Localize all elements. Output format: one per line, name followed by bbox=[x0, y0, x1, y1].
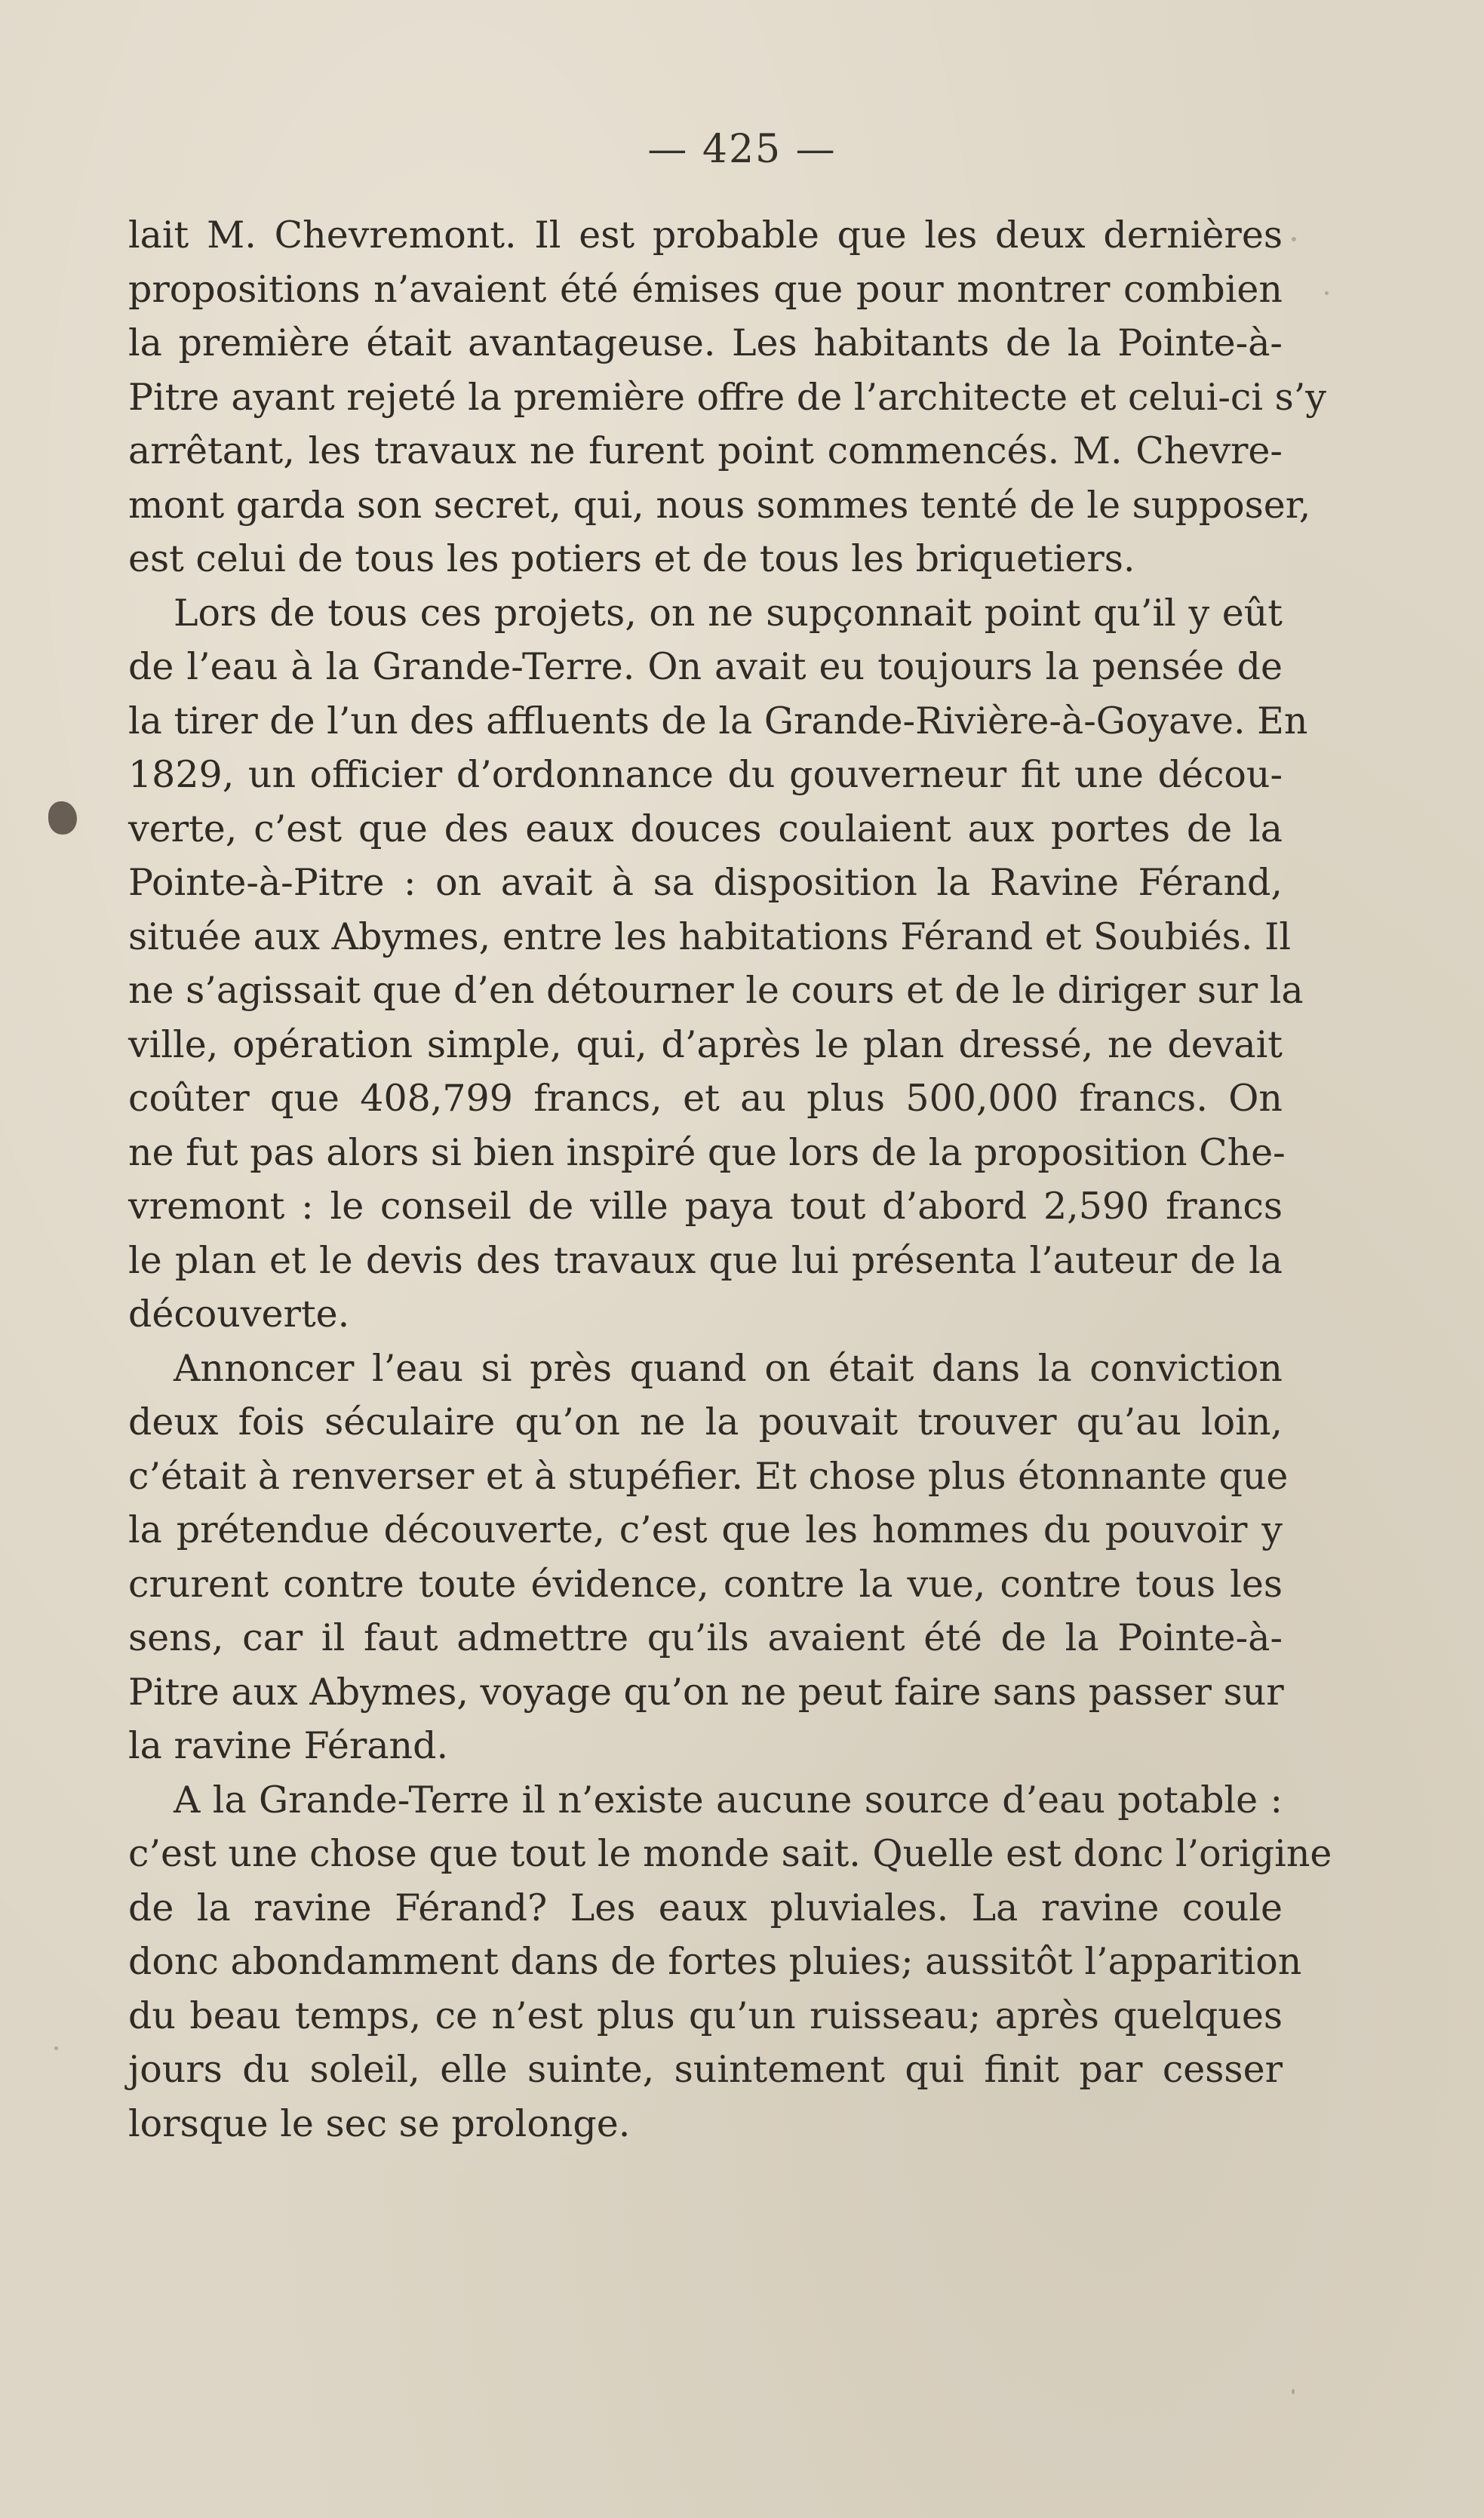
text-line: située aux Abymes, entre les habitations Férand et Soubiés. Il bbox=[128, 915, 1292, 958]
ink-blot bbox=[48, 801, 77, 835]
text-line: mont garda son secret, qui, nous sommes tenté de le supposer, bbox=[128, 483, 1311, 527]
text-line: vremont : le conseil de ville paya tout d’abord 2,590 francs bbox=[128, 1185, 1283, 1228]
text-line: Lors de tous ces projets, on ne supçonnait point qu’il y eût bbox=[174, 591, 1283, 635]
text-line: jours du soleil, elle suinte, suintement qui finit par cesser bbox=[128, 2048, 1283, 2091]
text-line: la tirer de l’un des affluents de la Grande-Rivière-à-Goyave. En bbox=[128, 699, 1308, 742]
page-number: — 425 — bbox=[647, 127, 837, 172]
text-line: de la ravine Férand? Les eaux pluviales. La ravine coule bbox=[128, 1886, 1283, 1929]
text-line: Pitre ayant rejeté la première offre de l’architecte et celui-ci s’y bbox=[128, 375, 1326, 419]
text-line: deux fois séculaire qu’on ne la pouvait trouver qu’au loin, bbox=[128, 1400, 1283, 1443]
text-line: est celui de tous les potiers et de tous les briquetiers. bbox=[128, 537, 1135, 580]
text-line: crurent contre toute évidence, contre la vue, contre tous les bbox=[128, 1562, 1283, 1606]
paper-speck bbox=[54, 2046, 58, 2050]
paper-speck bbox=[1292, 237, 1296, 241]
text-line: arrêtant, les travaux ne furent point commencés. M. Chevre- bbox=[128, 429, 1283, 472]
text-line: découverte. bbox=[128, 1293, 350, 1336]
text-line: c’est une chose que tout le monde sait. Quelle est donc l’origine bbox=[128, 1832, 1332, 1875]
text-line: ville, opération simple, qui, d’après le plan dressé, ne devait bbox=[128, 1022, 1283, 1066]
text-line: la première était avantageuse. Les habitants de la Pointe-à- bbox=[128, 321, 1283, 364]
text-line: le plan et le devis des travaux que lui présenta l’auteur de la bbox=[128, 1238, 1283, 1282]
text-line: c’était à renverser et à stupéfier. Et chose plus étonnante que bbox=[128, 1454, 1289, 1498]
text-line: ne s’agissait que d’en détourner le cours et de le diriger sur la bbox=[128, 969, 1304, 1012]
text-line: la ravine Férand. bbox=[128, 1724, 449, 1767]
paper-speck bbox=[1292, 2389, 1295, 2394]
text-line: 1829, un officier d’ordonnance du gouverneur fit une décou- bbox=[128, 753, 1283, 796]
paper-speck bbox=[419, 1917, 423, 1920]
body-text bbox=[128, 208, 1332, 2151]
paper-speck bbox=[1325, 291, 1329, 295]
text-line: Pointe-à-Pitre : on avait à sa disposition la Ravine Férand, bbox=[128, 861, 1283, 904]
text-line: Annoncer l’eau si près quand on était dans la conviction bbox=[174, 1346, 1283, 1390]
text-line: coûter que 408,799 francs, et au plus 500,000 francs. On bbox=[128, 1077, 1283, 1120]
text-line: la prétendue découverte, c’est que les hommes du pouvoir y bbox=[128, 1508, 1283, 1551]
text-line: propositions n’avaient été émises que pour montrer combien bbox=[128, 267, 1283, 311]
text-line: du beau temps, ce n’est plus qu’un ruisseau; après quelques bbox=[128, 1994, 1283, 2037]
text-line: A la Grande-Terre il n’existe aucune source d’eau potable : bbox=[174, 1778, 1283, 1822]
text-line: de l’eau à la Grande-Terre. On avait eu toujours la pensée de bbox=[128, 645, 1283, 688]
text-line: lait M. Chevremont. Il est probable que les deux dernières bbox=[128, 214, 1283, 257]
text-line: ne fut pas alors si bien inspiré que lors de la proposition Che- bbox=[128, 1130, 1286, 1174]
text-line: verte, c’est que des eaux douces coulaient aux portes de la bbox=[128, 807, 1283, 850]
text-line: lorsque le sec se prolonge. bbox=[128, 2101, 631, 2145]
text-line: Pitre aux Abymes, voyage qu’on ne peut faire sans passer sur bbox=[128, 1670, 1284, 1714]
text-line: donc abondamment dans de fortes pluies; aussitôt l’apparition bbox=[128, 1940, 1302, 1983]
text-line: sens, car il faut admettre qu’ils avaient été de la Pointe-à- bbox=[128, 1616, 1283, 1659]
